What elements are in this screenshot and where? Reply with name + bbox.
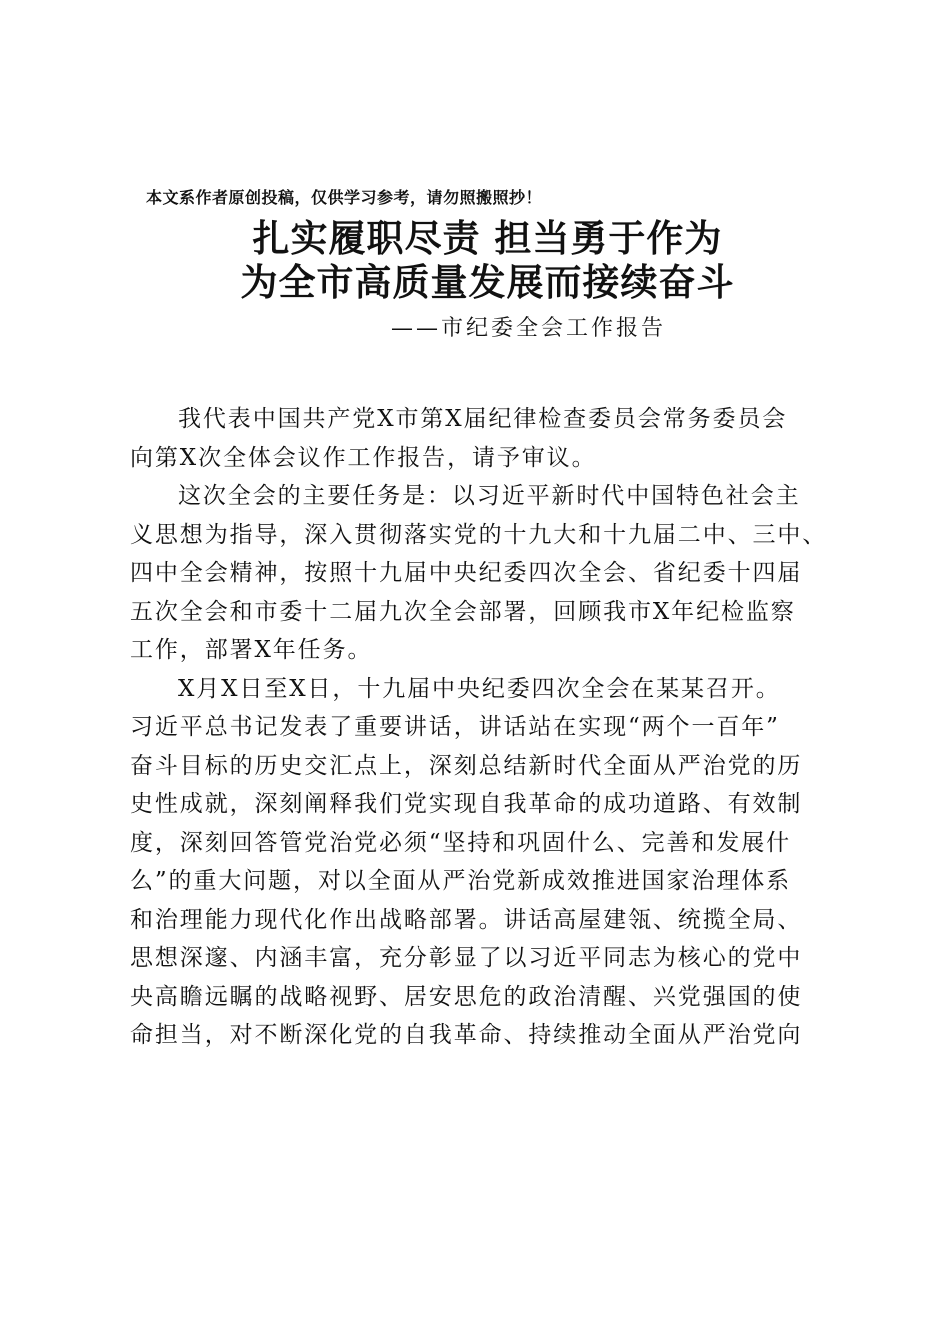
report-title-line-1: 扎实履职尽责 担当勇于作为: [252, 216, 723, 260]
paragraph-line: 四中全会精神，按照十九届中央纪委四次全会、省纪委十四届: [130, 560, 803, 586]
paragraph-line: 史性成就，深刻阐释我们党实现自我革命的成功道路、有效制: [130, 791, 803, 817]
paragraph-line: 央高瞻远瞩的战略视野、居安思危的政治清醒、兴党强国的使: [130, 983, 803, 1010]
paragraph-line: 五次全会和市委十二届九次全会部署，回顾我市X年纪检监察: [130, 598, 796, 625]
report-title-line-2: 为全市高质量发展而接续奋斗: [240, 260, 735, 304]
paragraph-line: 思想深邃、内涵丰富，充分彰显了以习近平同志为核心的党中: [130, 945, 803, 971]
report-body: [130, 400, 830, 1055]
paragraph-line: 么”的重大问题，对以全面从严治党新成效推进国家治理体系: [130, 868, 792, 894]
paragraph-line: 我代表中国共产党X市第X届纪律检查委员会常务委员会: [178, 406, 788, 432]
paragraph-line: 向第X次全体会议作工作报告，请予审议。: [130, 444, 597, 471]
report-subtitle: ——市纪委全会工作报告: [391, 316, 667, 341]
paragraph-line: X月X日至X日，十九届中央纪委四次全会在某某召开。: [178, 675, 781, 702]
paragraph-line: 和治理能力现代化作出战略部署。讲话高屋建瓴、统揽全局、: [130, 906, 803, 933]
copyright-notice: 本文系作者原创投稿，仅供学习参考，请勿照搬照抄！: [146, 188, 543, 207]
paragraph-line: 义思想为指导，深入贯彻落实党的十九大和十九届二中、三中、: [130, 521, 828, 548]
paragraph-line: 这次全会的主要任务是：以习近平新时代中国特色社会主: [178, 483, 801, 509]
paragraph-line: 度，深刻回答管党治党必须“坚持和巩固什么、完善和发展什: [130, 829, 792, 856]
paragraph-line: 工作，部署X年任务。: [130, 637, 373, 663]
paragraph-line: 奋斗目标的历史交汇点上，深刻总结新时代全面从严治党的历: [130, 752, 803, 779]
paragraph-line: 命担当，对不断深化党的自我革命、持续推动全面从严治党向: [130, 1022, 803, 1048]
paragraph-line: 习近平总书记发表了重要讲话，讲话站在实现“两个一百年”: [130, 714, 780, 740]
